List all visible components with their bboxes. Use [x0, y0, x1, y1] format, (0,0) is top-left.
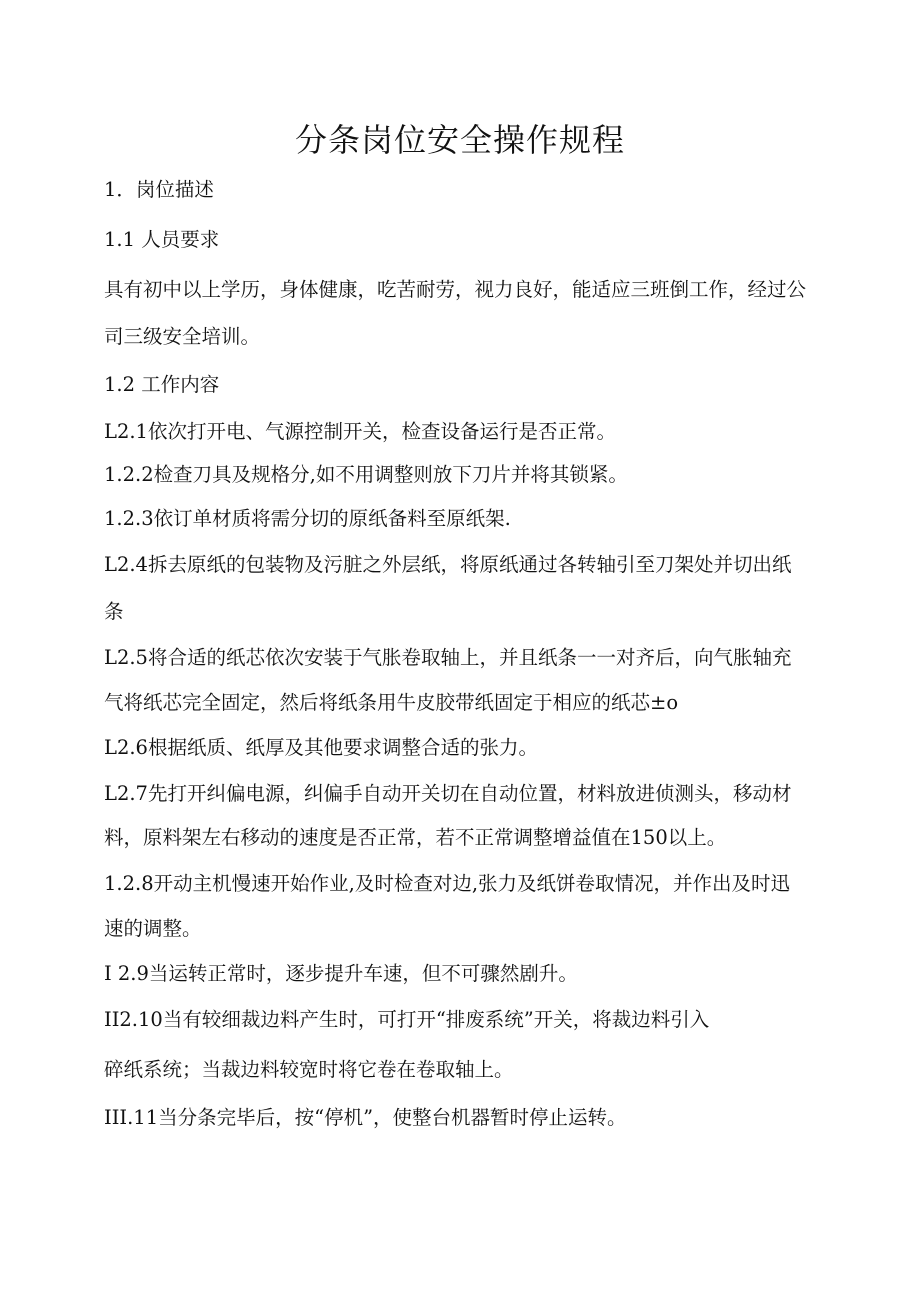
paragraph-line: L2.7先打开纠偏电源，纠偏手自动开关切在自动位置，材料放进侦测头，移动材 — [104, 782, 792, 805]
document-title: 分条岗位安全操作规程 — [294, 121, 625, 159]
paragraph-line: 具有初中以上学历，身体健康，吃苦耐劳，视力良好，能适应三班倒工作，经过公 — [104, 278, 807, 301]
subsection-heading: 1.2 工作内容 — [104, 373, 220, 396]
paragraph-line: 料，原料架左右移动的速度是否正常，若不正常调整增益值在150以上。 — [104, 826, 727, 849]
paragraph-line: III.11当分条完毕后，按“停机”，使整台机器暂时停止运转。 — [104, 1106, 627, 1129]
paragraph-line: 速的调整。 — [104, 917, 202, 940]
paragraph-line: 1.2.8开动主机慢速开始作业,及时检查对边,张力及纸饼卷取情况，并作出及时迅 — [104, 872, 791, 895]
paragraph-line: L2.1依次打开电、气源控制开关，检查设备运行是否正常。 — [104, 420, 616, 443]
paragraph-line: L2.6根据纸质、纸厚及其他要求调整合适的张力。 — [104, 736, 538, 759]
paragraph-line: I 2.9当运转正常时，逐步提升车速，但不可骤然剧升。 — [104, 962, 578, 985]
paragraph-line: 1.2.2检查刀具及规格分,如不用调整则放下刀片并将其锁紧。 — [104, 463, 628, 486]
section-heading: 1．岗位描述 — [104, 178, 214, 201]
paragraph-line: 司三级安全培训。 — [104, 325, 261, 348]
paragraph-line: L2.4拆去原纸的包装物及污脏之外层纸，将原纸通过各转轴引至刀架处并切出纸 — [104, 553, 792, 576]
paragraph-line: 1.2.3依订单材质将需分切的原纸备料至原纸架. — [104, 507, 511, 530]
paragraph-line: L2.5将合适的纸芯依次安装于气胀卷取轴上，并且纸条一一对齐后，向气胀轴充 — [104, 646, 792, 669]
paragraph-line: II2.10当有较细裁边料产生时，可打开“排废系统”开关，将裁边料引入 — [104, 1008, 710, 1031]
subsection-heading: 1.1 人员要求 — [104, 228, 220, 251]
paragraph-line: 碎纸系统；当裁边料较宽时将它卷在卷取轴上。 — [104, 1058, 514, 1081]
paragraph-line: 气将纸芯完全固定，然后将纸条用牛皮胶带纸固定于相应的纸芯±o — [104, 691, 679, 714]
paragraph-line: 条 — [104, 600, 124, 623]
